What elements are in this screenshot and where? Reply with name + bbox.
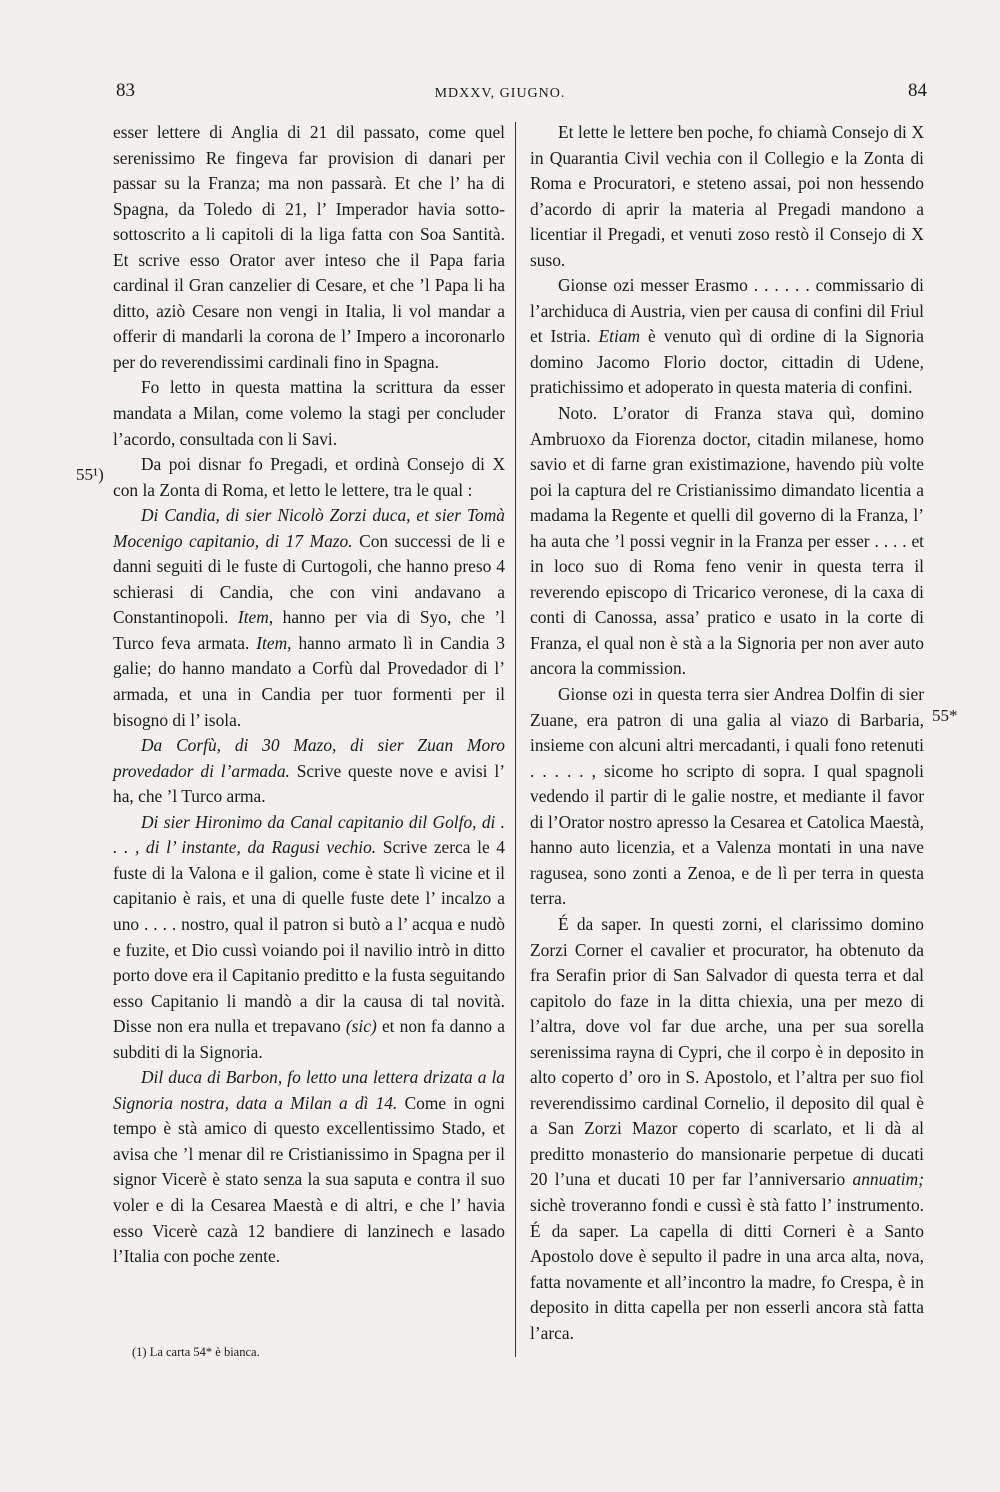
paragraph: Fo letto in questa mattina la scrittura da esser mandata a Milan, come volemo la stagi per concluder l’acordo, consultada con li Savi. bbox=[113, 377, 505, 449]
paragraph: Et lette le lettere ben poche, fo chiamà Consejo di X in Quarantia Civil vechia con il Collegio e la Zonta di Roma e Procuratori, e steteno assai, poi non hessendo d’acordo di aprir la materia al Pregadi mandono a licentiar il Pregadi, et venuti zoso restò il Consejo di X suso. bbox=[530, 122, 924, 270]
paragraph: Dil duca di Barbon, fo letto una lettera drizata a la Signoria nostra, data a Milan a dì 14. Come in ogni tempo è stà amico di questo excellentissimo Stado, et avisa che ’l menar dil re Cristianissimo in Spagna per il signor Vicerè è stato senza la sua saputa e contra il suo voler e di la Cesarea Maestà e di altri, e che l’ havia esso Vicerè cazà 12 bandiere di lanzinech e lasado l’Italia con poche zente. bbox=[113, 1067, 505, 1267]
margin-note-right: 55* bbox=[932, 706, 958, 725]
left-column bbox=[113, 120, 505, 1270]
paragraph: Di Candia, di sier Nicolò Zorzi duca, et sier Tomà Mocenigo capitanio, di 17 Mazo. Con successi de li e danni seguiti di le fuste di Curtogoli, che hanno preso 4 schierasi di Candia, che con vini andavano a Constantinopoli. Item, hanno per via di Syo, che ’l Turco feva armata. Item, hanno armato lì in Candia 3 galie; do hanno mandato a Corfù dal Provedador di l’ armada, et una in Candia per tuor formenti per il bisogno di l’ isola. bbox=[113, 505, 505, 730]
paragraph: Gionse ozi messer Erasmo . . . . . . commissario di l’archiduca di Austria, vien per causa di confini dil Friul et Istria. Etiam è venuto quì di ordine di la Signoria domino Jacomo Florio doctor, cittadin di Udene, pratichissimo et adoperato in questa materia di confini. bbox=[530, 275, 924, 398]
footnote: (1) La carta 54* è bianca. bbox=[132, 1345, 260, 1359]
right-column bbox=[530, 120, 924, 1346]
paragraph: É da saper. In questi zorni, el clarissimo domino Zorzi Corner el cavalier et procurator, ha obtenuto da fra Serafin prior di San Salvador di questa terra et dal capitolo do faze in la ditta chiexia, una per mezo di l’altra, dove vol far due arche, una per sua sorella serenissima rayna di Cypri, che il corpo è in deposito in alto coperto d’ oro in S. Apostolo, et l’altra per suo fiol reverendissimo cardinal Cornelio, il deposito dil qual è a San Zorzi Mazor coperto di scarlato, et li dà al preditto monasterio do mansionarie perpetue di ducati 20 l’una et ducati 10 per far l’anniversario annuatim; sichè troveranno fondi e cussì è stà fatto l’ instrumento. É da saper. La capella di ditti Corneri è a Santo Apostolo dove è sepulto il padre in una arca alta, nova, fatta novamente et all’incontro la madre, fo Crespa, è in deposito in ditta capella per non esserli ancora stà fatta l’arca. bbox=[530, 913, 924, 1343]
paragraph: Gionse ozi in questa terra sier Andrea Dolfin di sier Zuane, era patron di una galia al viazo di Barbaria, insieme con alcuni altri mercadanti, i quali fono retenuti . . . . . , sicome ho scripto di sopra. I qual spagnoli vedendo il partir di le galie nostre, et mediante il favor di l’Orator nostro apresso la Cesarea et Catolica Maestà, hanno auto licenzia, et a Valenza montati in una nave ragusea, sono zonti a Zenoa, e de lì per terra in questa terra. bbox=[530, 684, 924, 909]
margin-note-left: 55¹) bbox=[76, 465, 104, 484]
paragraph: Da Corfù, di 30 Mazo, di sier Zuan Moro provedador di l’armada. Scrive queste nove e avisi l’ ha, che ’l Turco arma. bbox=[113, 735, 505, 807]
column-divider bbox=[515, 122, 516, 1357]
paragraph: Di sier Hironimo da Canal capitanio dil Golfo, di . . . , di l’ instante, da Ragusi vechio. Scrive zerca le 4 fuste di la Valona e il galion, come è state lì vicine et il capitanio è rais, et una di quelle fuste dete l’ incalzo a uno . . . . nostro, qual il patron si butò a l’ acqua e nudò e fuzite, et Dio cussì voiando poi il navilio intrò in ditto porto dove era il Capitanio preditto e la fusta seguitando esso Capitanio li mandò a dir la causa di tal novità. Disse non era nulla et trepavano (sic) et non fa danno a subditi di la Signoria. bbox=[113, 811, 505, 1062]
page-number-left: 83 bbox=[116, 80, 135, 101]
paragraph: esser lettere di Anglia di 21 dil passato, come quel serenissimo Re fingeva far provision di danari per passar su la Franza; ma non passarà. Et che l’ ha di Spagna, da Toledo di 21, l’ Imperador havia sotto-sottoscrito a li capitoli di la liga fatta con Soa Santità. Et scrive esso Orator aver inteso che il Papa faria cardinal il Gran canzelier di Cesare, et che ’l Papa li ha ditto, aziò Cesare non vengi in Italia, li vol mandar a offerir di mandarli la corona de l’ Impero a incoronarlo per do reverendissimi cardinali fino in Spagna. bbox=[113, 122, 505, 372]
running-title: MDXXV, GIUGNO. bbox=[434, 86, 566, 101]
paragraph: Da poi disnar fo Pregadi, et ordinà Consejo di X con la Zonta di Roma, et letto le lettere, tra le qual : bbox=[113, 454, 505, 500]
paragraph: Noto. L’orator di Franza stava quì, domino Ambruoxo da Fiorenza doctor, citadin milanese, homo savio et di farne gran existimazione, havendo più volte poi la captura del re Cristianissimo dimandato licentia a madama la Regente et quelli dil governo di la Franza, l’ ha auta che ’l possi vegnir in la Franza per esser . . . . et in loco suo di Roma feno venir in questa terra il reverendo episcopo di Tricarico veronese, di la caxa di conti di Canossa, assa’ pratico e usato in la corte di Franza, el qual non è stà a la Signoria per non aver auto ancora la commission. bbox=[530, 403, 924, 679]
page-number-right: 84 bbox=[908, 80, 927, 101]
